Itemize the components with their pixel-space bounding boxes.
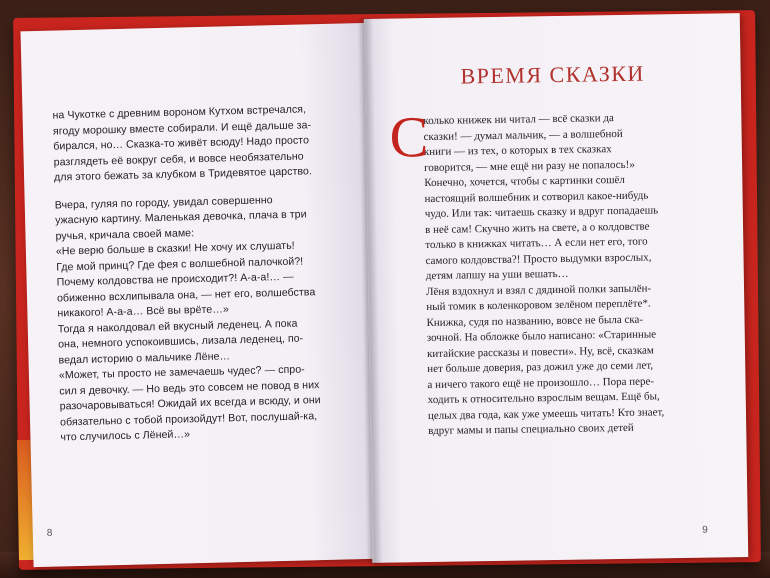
left-page-text [52, 101, 360, 446]
chapter-title: ВРЕМЯ СКАЗКИ [460, 60, 646, 89]
left-paragraph: Тогда я наколдовал ей вкусный леденец. А пока она, немного успокоившись, лизала леденец, по- ведал историю о мальчике Лёне… [57, 317, 304, 366]
right-page-text [389, 103, 724, 439]
left-page-number: 8 [46, 527, 53, 539]
right-paragraph: Лёня вздохнул и взял с дядиной полки запылён- ный томик в коленкоровом зелёном переплёте*. Книжка, судя по названию, вовсе не была ска- зочной. На обложке было написано: «Старинные китайские рассказы и повести». Ну, всё, сказкам нет больше доверия, раз дожил уже до семи лет, а ничего такого ещё не произошло… Пора пере- ходить к относительно взрослым вещам. Ещё бы, целых два года, как уже умеешь читать! Кто знает, вдруг мамы и папы специально своих детей [425, 282, 665, 438]
left-paragraph: «Может, ты просто не замечаешь чудес? — спро- сил я девочку. — Но ведь это совсем не повод в них разочаровываться! Ожидай их всегда и всюду, и они обязательно с тобой произойдут! Вот, послушай-ка, что случилось с Лёней…» [58, 363, 321, 444]
right-paragraph: колько книжек ни читал — всё сказки да сказки! — думал мальчик, — а волшебной книги — из тех, о которых в тех сказках говорится, — мне ещё ни разу не попалось!» [423, 112, 635, 174]
left-paragraph: на Чукотке с древним вороном Кутхом встречался, ягоду морошку вместе собирали. И ещё дальше за- бирался, но… Сказка-то живёт всюду! Надо просто разглядеть её вокруг себя, и вовсе необязательно для этого бежать за клубком в Тридевятое царство. [52, 103, 313, 184]
drop-cap-letter: С [389, 103, 429, 170]
left-paragraph: «Не верю больше в сказки! Не хочу их слушать! Где мой принц? Где фея с волшебной палочкой?! Почему колдовства не происходит?! А-а-а!… — обиженно всхлипывала она, — нет его, волшебства никакого! А-а-а… Всё вы врёте…» [55, 239, 316, 320]
left-page [21, 23, 382, 567]
right-page [364, 13, 748, 563]
right-paragraph: Конечно, хочется, чтобы с картинки сошёл настоящий волшебник и сотворил какое-нибудь чудо. Или так: читаешь сказку и вдруг попадаешь в неё сам! Скучно жить на свете, а о колдовстве только в книжках читать… А если нет его, того самого колдовства?! Просто выдумки взрослых, детям лапшу на уши вешать… [424, 173, 659, 283]
right-page-number: 9 [702, 524, 708, 536]
left-paragraph: Вчера, гуляя по городу, увидал совершенно ужасную картину. Маленькая девочка, плача в три ручья, кричала своей маме: [54, 193, 307, 243]
